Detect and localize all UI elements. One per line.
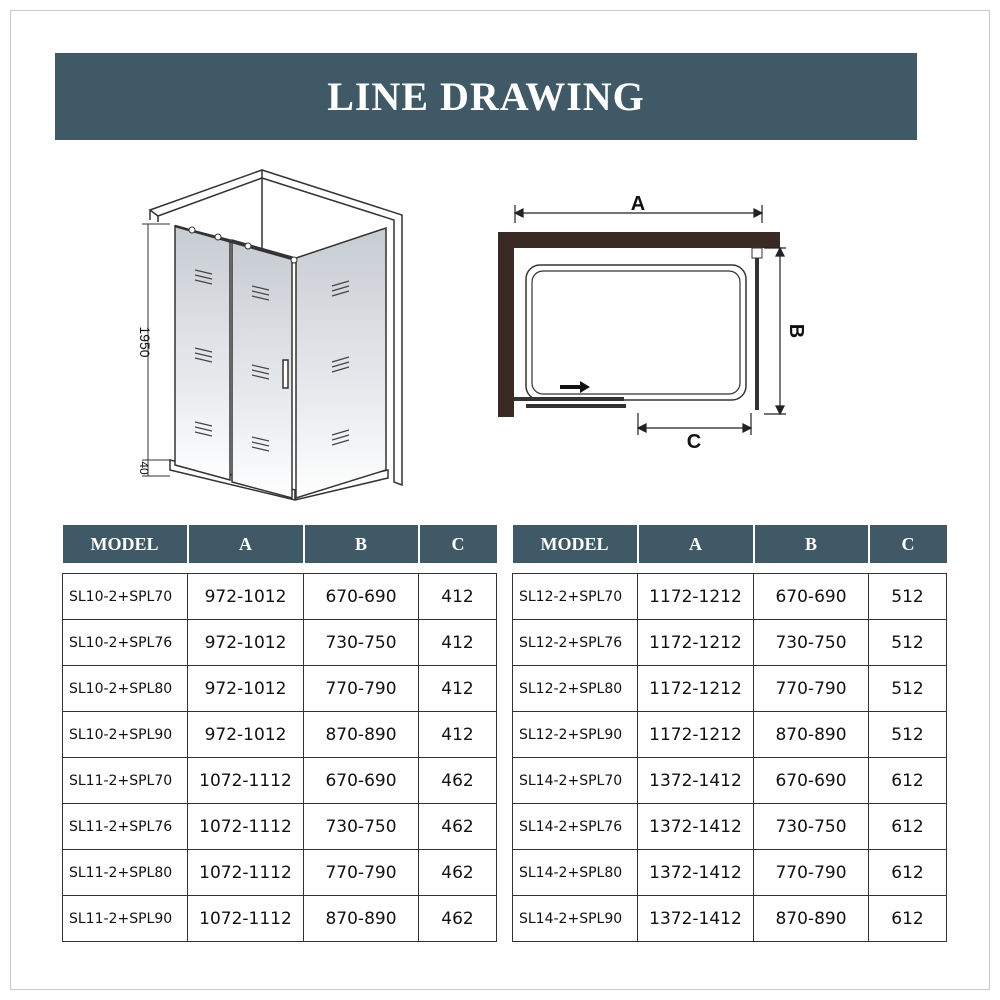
door-section bbox=[526, 404, 626, 408]
cell-c: 462 bbox=[419, 896, 497, 942]
cell-a: 1172-1212 bbox=[638, 712, 754, 758]
cell-c: 612 bbox=[869, 758, 947, 804]
roller-icon bbox=[215, 234, 221, 240]
spec-table-left bbox=[62, 525, 497, 942]
cell-model: SL12-2+SPL76 bbox=[513, 620, 638, 666]
cell-c: 612 bbox=[869, 896, 947, 942]
header-model: MODEL bbox=[513, 525, 638, 563]
cell-b: 770-790 bbox=[754, 850, 869, 896]
cell-a: 1172-1212 bbox=[638, 574, 754, 620]
cell-b: 870-890 bbox=[754, 712, 869, 758]
height-label: 1950 bbox=[137, 326, 153, 358]
table-row bbox=[63, 666, 497, 712]
cell-model: SL12-2+SPL90 bbox=[513, 712, 638, 758]
fixed-glass-panel bbox=[175, 226, 230, 480]
cell-b: 670-690 bbox=[304, 574, 419, 620]
cell-c: 612 bbox=[869, 850, 947, 896]
cell-b: 730-750 bbox=[304, 620, 419, 666]
cell-a: 1372-1412 bbox=[638, 896, 754, 942]
table-row bbox=[63, 804, 497, 850]
base-label: 40 bbox=[137, 461, 151, 475]
table-row bbox=[513, 574, 947, 620]
table-row bbox=[513, 666, 947, 712]
cell-b: 670-690 bbox=[754, 758, 869, 804]
cell-c: 462 bbox=[419, 850, 497, 896]
table-header-row bbox=[63, 525, 497, 563]
table-row bbox=[63, 712, 497, 758]
title-banner bbox=[55, 53, 917, 140]
cell-a: 1372-1412 bbox=[638, 804, 754, 850]
cell-b: 670-690 bbox=[304, 758, 419, 804]
cell-b: 730-750 bbox=[754, 804, 869, 850]
label-b: B bbox=[785, 323, 807, 339]
dimension-b bbox=[764, 248, 786, 414]
cell-a: 1072-1112 bbox=[188, 850, 304, 896]
header-b: B bbox=[754, 525, 869, 563]
roller-icon bbox=[245, 243, 251, 249]
side-panel-section bbox=[755, 248, 759, 410]
wall-profile bbox=[752, 248, 762, 258]
cell-c: 412 bbox=[419, 574, 497, 620]
header-a: A bbox=[188, 525, 304, 563]
label-a: A bbox=[630, 193, 646, 215]
cell-model: SL14-2+SPL90 bbox=[513, 896, 638, 942]
table-row bbox=[513, 804, 947, 850]
cell-a: 1072-1112 bbox=[188, 804, 304, 850]
cell-a: 1072-1112 bbox=[188, 758, 304, 804]
roller-icon bbox=[189, 227, 195, 233]
header-b: B bbox=[304, 525, 419, 563]
table-row bbox=[63, 896, 497, 942]
cell-c: 412 bbox=[419, 666, 497, 712]
cell-b: 770-790 bbox=[754, 666, 869, 712]
header-c: C bbox=[869, 525, 947, 563]
cell-a: 1072-1112 bbox=[188, 896, 304, 942]
cell-a: 1372-1412 bbox=[638, 850, 754, 896]
cell-b: 770-790 bbox=[304, 850, 419, 896]
cell-model: SL10-2+SPL80 bbox=[63, 666, 188, 712]
shower-tray-inner bbox=[532, 271, 740, 394]
cell-c: 512 bbox=[869, 666, 947, 712]
cell-b: 870-890 bbox=[754, 896, 869, 942]
table-row bbox=[63, 620, 497, 666]
header-c: C bbox=[419, 525, 497, 563]
table-row bbox=[513, 896, 947, 942]
label-c: C bbox=[686, 431, 702, 453]
cell-c: 462 bbox=[419, 804, 497, 850]
cell-b: 870-890 bbox=[304, 712, 419, 758]
cell-c: 412 bbox=[419, 620, 497, 666]
cell-c: 412 bbox=[419, 712, 497, 758]
side-glass-panel bbox=[296, 228, 386, 498]
cell-model: SL14-2+SPL80 bbox=[513, 850, 638, 896]
cell-model: SL10-2+SPL90 bbox=[63, 712, 188, 758]
cell-c: 512 bbox=[869, 712, 947, 758]
header-a: A bbox=[638, 525, 754, 563]
cell-c: 612 bbox=[869, 804, 947, 850]
spec-table-right bbox=[512, 525, 947, 942]
front-panel-section bbox=[514, 397, 624, 401]
cell-c: 512 bbox=[869, 620, 947, 666]
cell-b: 730-750 bbox=[304, 804, 419, 850]
cell-model: SL12-2+SPL80 bbox=[513, 666, 638, 712]
cell-b: 730-750 bbox=[754, 620, 869, 666]
cell-model: SL11-2+SPL70 bbox=[63, 758, 188, 804]
cell-b: 670-690 bbox=[754, 574, 869, 620]
table-row bbox=[513, 758, 947, 804]
table-row bbox=[513, 620, 947, 666]
table-row bbox=[513, 850, 947, 896]
cell-model: SL11-2+SPL90 bbox=[63, 896, 188, 942]
enclosure-perspective-drawing bbox=[120, 160, 420, 520]
plan-view-drawing bbox=[490, 185, 810, 460]
cell-a: 972-1012 bbox=[188, 712, 304, 758]
shower-tray-outline bbox=[526, 265, 746, 400]
banner-title: LINE DRAWING bbox=[327, 74, 645, 119]
table-row bbox=[513, 712, 947, 758]
cell-b: 770-790 bbox=[304, 666, 419, 712]
cell-a: 1172-1212 bbox=[638, 666, 754, 712]
table-header-row bbox=[513, 525, 947, 563]
table-row bbox=[63, 758, 497, 804]
roller-icon bbox=[291, 257, 297, 263]
cell-a: 1172-1212 bbox=[638, 620, 754, 666]
header-model: MODEL bbox=[63, 525, 188, 563]
cell-a: 972-1012 bbox=[188, 574, 304, 620]
table-row bbox=[63, 574, 497, 620]
cell-a: 1372-1412 bbox=[638, 758, 754, 804]
cell-model: SL10-2+SPL70 bbox=[63, 574, 188, 620]
cell-b: 870-890 bbox=[304, 896, 419, 942]
table-row bbox=[63, 850, 497, 896]
slide-arrow-icon bbox=[560, 381, 590, 393]
cell-c: 512 bbox=[869, 574, 947, 620]
cell-a: 972-1012 bbox=[188, 620, 304, 666]
cell-model: SL12-2+SPL70 bbox=[513, 574, 638, 620]
cell-model: SL10-2+SPL76 bbox=[63, 620, 188, 666]
door-handle bbox=[283, 360, 288, 388]
cell-model: SL14-2+SPL70 bbox=[513, 758, 638, 804]
cell-c: 462 bbox=[419, 758, 497, 804]
cell-a: 972-1012 bbox=[188, 666, 304, 712]
cell-model: SL11-2+SPL80 bbox=[63, 850, 188, 896]
cell-model: SL11-2+SPL76 bbox=[63, 804, 188, 850]
cell-model: SL14-2+SPL76 bbox=[513, 804, 638, 850]
